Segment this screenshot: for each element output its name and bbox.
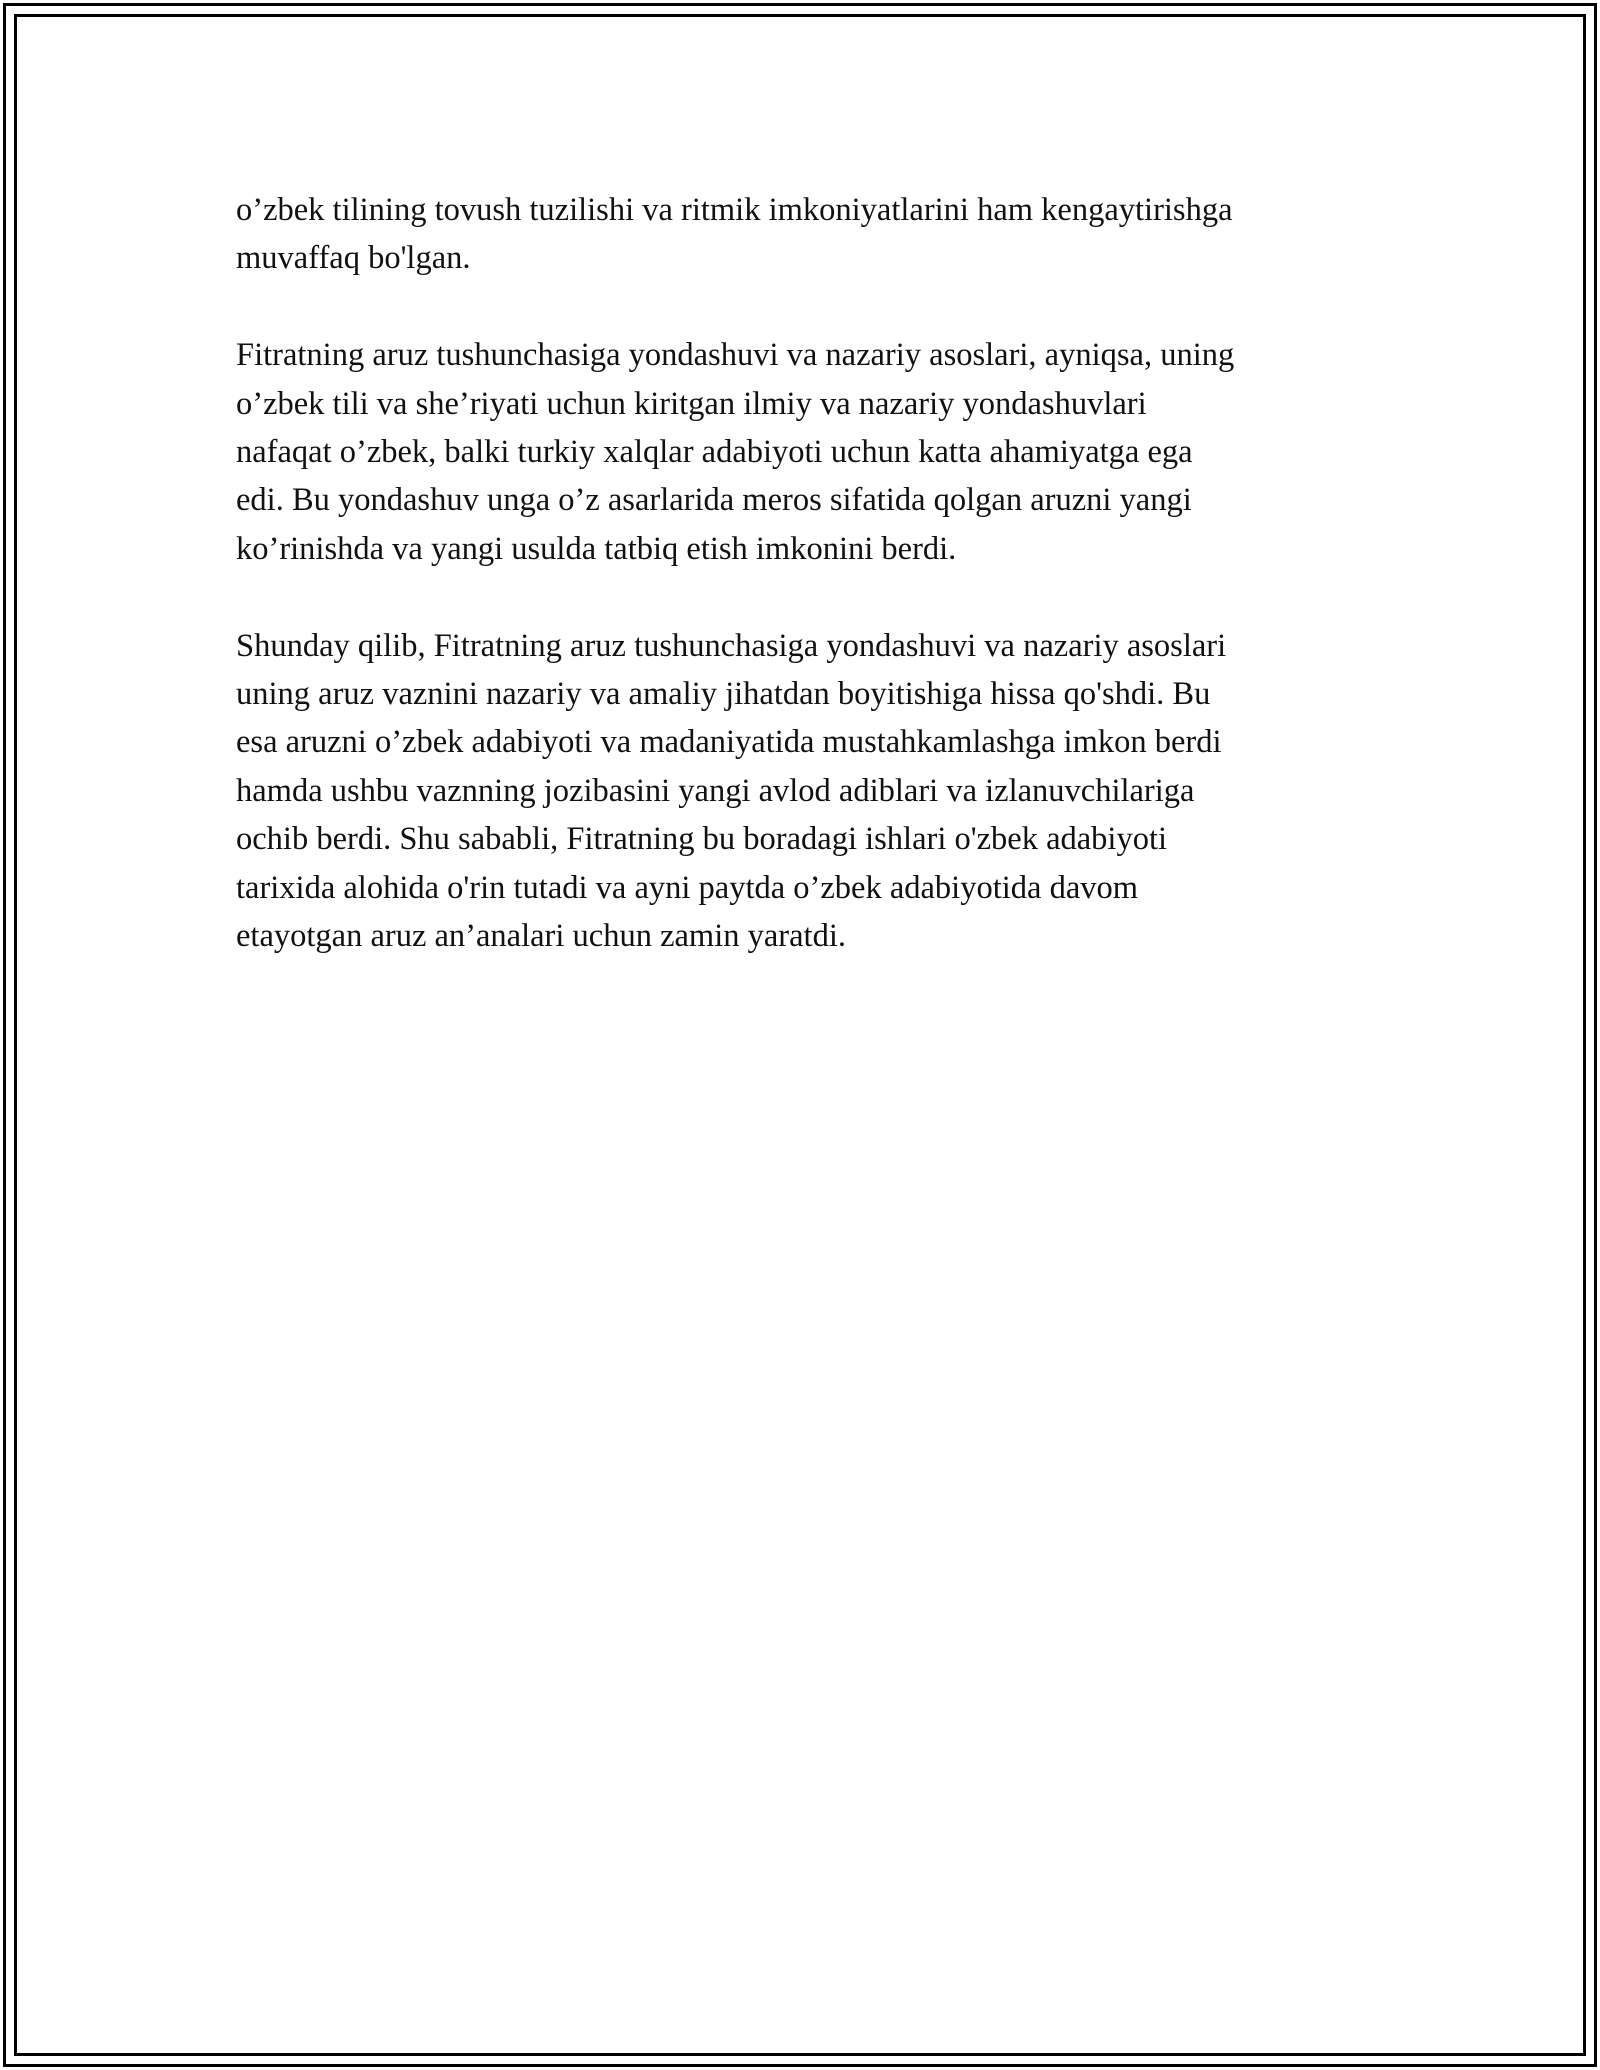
document-body [236, 186, 1386, 1009]
paragraph [236, 186, 1386, 283]
text-line: Fitratning aruz tushunchasiga yondashuvi va nazariy asoslari, ayniqsa, uning [236, 337, 1235, 374]
text-line: nafaqat o’zbek, balki turkiy xalqlar adabiyoti uchun katta ahamiyatga ega [236, 434, 1193, 471]
text-line: ko’rinishda va yangi usulda tatbiq etish imkonini berdi. [236, 530, 957, 567]
text-line: etayotgan aruz an’analari uchun zamin yaratdi. [236, 918, 846, 955]
text-line: muvaffaq bo'lgan. [236, 240, 471, 277]
text-line: hamda ushbu vaznning jozibasini yangi avlod adiblari va izlanuvchilariga [236, 772, 1195, 809]
text-line: o’zbek tili va she’riyati uchun kiritgan ilmiy va nazariy yondashuvlari [236, 385, 1147, 422]
paragraph [236, 622, 1386, 961]
text-line: ochib berdi. Shu sababli, Fitratning bu boradagi ishlari o'zbek adabiyoti [236, 821, 1168, 858]
paragraph [236, 331, 1386, 573]
text-line: uning aruz vaznini nazariy va amaliy jihatdan boyitishiga hissa qo'shdi. Bu [236, 676, 1211, 713]
text-line: o’zbek tilining tovush tuzilishi va ritmik imkoniyatlarini ham kengaytirishga [236, 192, 1233, 228]
text-line: esa aruzni o’zbek adabiyoti va madaniyatida mustahkamlashga imkon berdi [236, 724, 1222, 761]
text-line: edi. Bu yondashuv unga o’z asarlarida meros sifatida qolgan aruzni yangi [236, 482, 1192, 519]
text-line: tarixida alohida o'rin tutadi va ayni paytda o’zbek adabiyotida davom [236, 869, 1139, 906]
text-line: Shunday qilib, Fitratning aruz tushunchasiga yondashuvi va nazariy asoslari [236, 627, 1227, 664]
